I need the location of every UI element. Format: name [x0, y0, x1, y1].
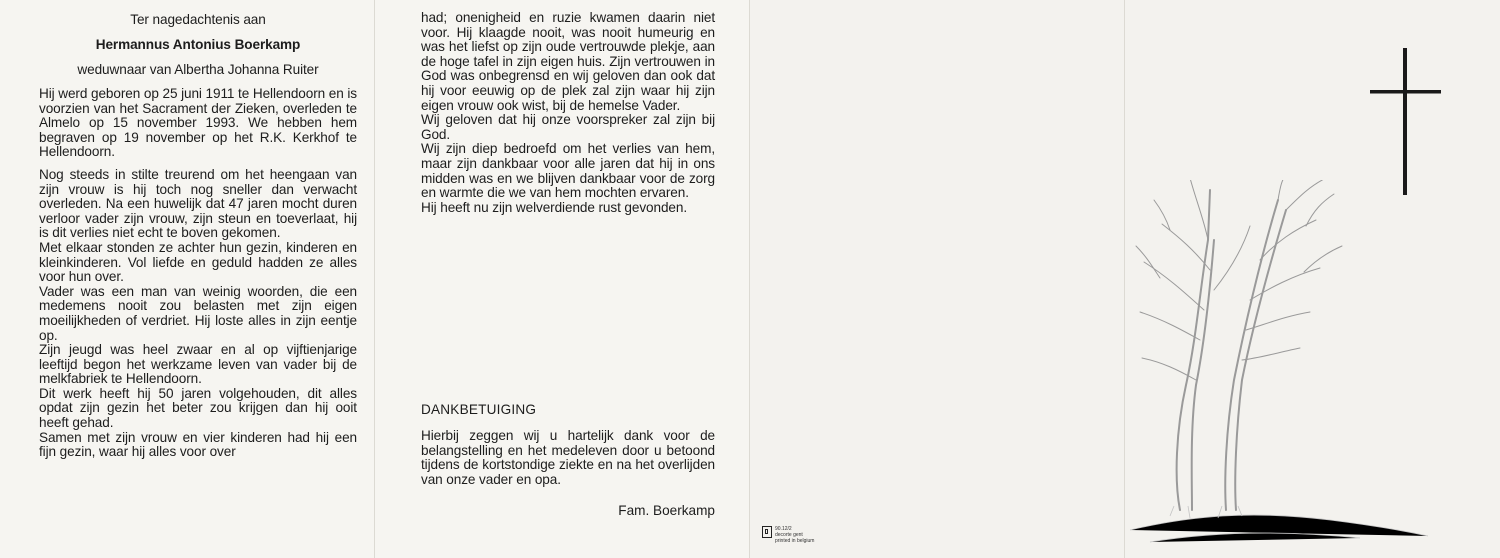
paragraph-faith: had; onenigheid en ruzie kwamen daarin niet voor. Hij klaagde nooit, was nooit humeurig en was het liefst op zijn oude vertrouwde plekje, aan de hoge tafel in zijn eigen huis. Zijn vertrouwen in God was onbegrensd en wij geloven dan ook dat hij voor eeuwig op de plek zal zijn waar hij zijn eigen vrouw ook wist, bij de hemelse Vader. [421, 10, 715, 113]
memorial-text-middle [421, 11, 715, 215]
paragraph-gratitude: Wij zijn diep bedroefd om het verlies van hem, maar zijn dankbaar voor alle jaren dat hij in ons midden was en we blijven dankbaar voor de zorg en warmte die we van hem mochten ervaren. [421, 141, 715, 201]
paragraph-family: Met elkaar stonden ze achter hun gezin, kinderen en kleinkinderen. Vol liefde en geduld hadden ze alles voor hun over. [39, 239, 357, 285]
deceased-name: Hermannus Antonius Boerkamp [95, 37, 301, 52]
printer-code: 90.12/2 [775, 526, 792, 532]
paragraph-grief: Nog steeds in stilte treurend om het heengaan van zijn vrouw is hij toch nog sneller dan verwacht overleden. Na een huwelijk dat 47 jaren mocht duren verloor vader zijn vrouw, zijn steun en toeverlaat, hij is dit verlies niet echt te boven gekomen. [39, 166, 357, 241]
printer-origin: printed in belgium [775, 538, 815, 544]
back-panel [750, 0, 1124, 558]
fold-line [374, 0, 375, 558]
paragraph-intercessor: Wij geloven dat hij onze voorspreker zal zijn bij God. [421, 112, 715, 142]
memorial-intro: Ter nagedachtenis aan [130, 12, 266, 27]
widower-line: weduwnaar van Albertha Johanna Ruiter [77, 62, 319, 77]
printer-mark [762, 526, 814, 544]
family-signature: Fam. Boerkamp [618, 503, 715, 518]
paragraph-household: Samen met zijn vrouw en vier kinderen had hij een fijn gezin, waar hij alles voor over [39, 429, 357, 460]
thanks-text [421, 429, 715, 487]
printer-logo-icon [762, 526, 772, 538]
paragraph-youth: Zijn jeugd was heel zwaar en al op vijftienjarige leeftijd begon het werkzame leven van vader bij de melkfabriek te Hellendoorn. [39, 342, 357, 387]
fold-line [749, 0, 750, 558]
paragraph-birth-death: Hij werd geboren op 25 juni 1911 te Hellendoorn en is voorzien van het Sacrament der Zieken, overleden te Almelo op 15 november 1993. We hebben hem begraven op 19 november op het R.K. Kerkhof te Hellendoorn. [39, 86, 357, 160]
fold-line [1124, 0, 1125, 558]
thanks-paragraph: Hierbij zeggen wij u hartelijk dank voor de belangstelling en het medeleven door u betoond tijdens de kortstondige ziekte en na het overlijden van onze vader en opa. [421, 428, 715, 487]
memorial-text-left [39, 12, 357, 460]
printer-name: decorte gent [775, 532, 803, 538]
paragraph-rest: Hij heeft nu zijn welverdiende rust gevonden. [421, 199, 688, 215]
paragraph-work: Dit werk heeft hij 50 jaren volgehouden, dit alles opdat zijn gezin het beter zou krijgen dan hij ooit heeft gehad. [39, 385, 357, 431]
bare-tree-illustration [1130, 180, 1430, 558]
paragraph-character: Vader was een man van weinig woorden, die een medemens nooit zou belasten met zijn eigen moeilijkheden of verdriet. Hij loste alles in zijn eentje op. [39, 283, 357, 343]
thanks-heading: DANKBETUIGING [421, 402, 537, 417]
cross-icon [1370, 48, 1442, 198]
